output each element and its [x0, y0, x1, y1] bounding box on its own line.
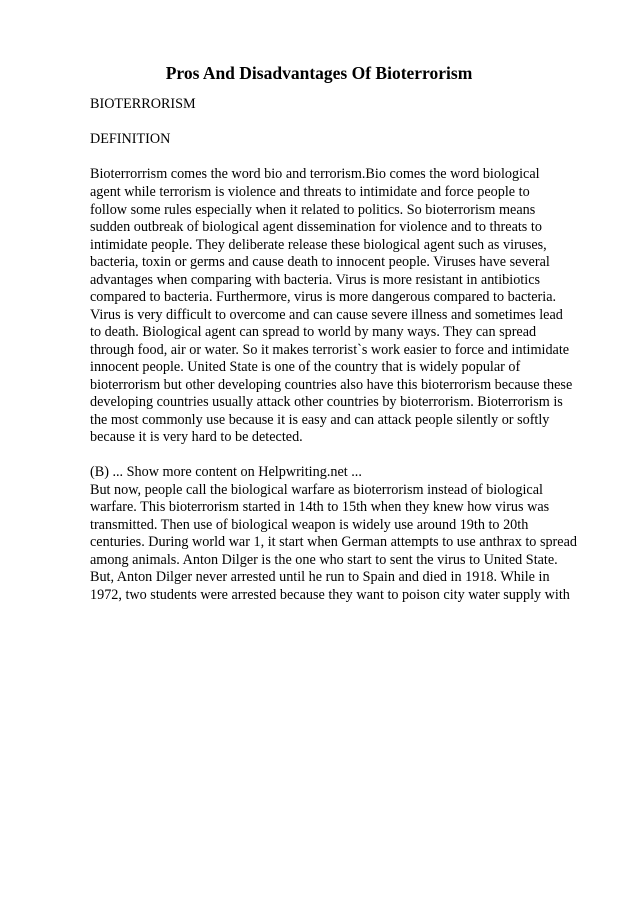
show-more-line: (B) ... Show more content on Helpwriting.net ...	[90, 464, 362, 480]
paragraph-line: because it is very hard to be detected.	[90, 429, 303, 445]
paragraph-line: Bioterrorrism comes the word bio and terrorism.Bio comes the word biological	[90, 166, 540, 182]
paragraph-line: bioterrorism but other developing countries also have this bioterrorism because these	[90, 377, 573, 393]
paragraph-line: transmitted. Then use of biological weapon is widely use around 19th to 20th	[90, 517, 529, 533]
paragraph-line: follow some rules especially when it related to politics. So bioterrorism means	[90, 202, 536, 218]
paragraph-line: through food, air or water. So it makes terrorist`s work easier to force and intimidate	[90, 342, 570, 358]
paragraph-line: centuries. During world war 1, it start when German attempts to use anthrax to spread	[90, 534, 577, 550]
paragraph-line: advantages when comparing with bacteria. Virus is more resistant in antibiotics	[90, 272, 541, 288]
paragraph-line: But now, people call the biological warfare as bioterrorism instead of biological	[90, 482, 543, 498]
section-heading: BIOTERRORISM	[90, 96, 196, 112]
document-title: Pros And Disadvantages Of Bioterrorism	[165, 63, 473, 83]
paragraph-line: compared to bacteria. Furthermore, virus is more dangerous compared to bacteria.	[90, 289, 557, 305]
paragraph-line: sudden outbreak of biological agent dissemination for violence and to threats to	[90, 219, 542, 235]
paragraph-line: to death. Biological agent can spread to world by many ways. They can spread	[90, 324, 537, 340]
paragraph-line: warfare. This bioterrorism started in 14th to 15th when they knew how virus was	[90, 499, 550, 515]
paragraph-line: intimidate people. They deliberate release these biological agent such as viruses,	[90, 237, 547, 253]
paragraph-line: developing countries usually attack other countries by bioterrorism. Bioterrorism is	[90, 394, 563, 410]
paragraph-line: agent while terrorism is violence and threats to intimidate and force people to	[90, 184, 530, 200]
paragraph-line: the most commonly use because it is easy and can attack people silently or softly	[90, 412, 550, 428]
paragraph-line: Virus is very difficult to overcome and can cause severe illness and sometimes lead	[90, 307, 563, 323]
paragraph-line: among animals. Anton Dilger is the one who start to sent the virus to United State.	[90, 552, 558, 568]
paragraph-line: 1972, two students were arrested because they want to poison city water supply with	[90, 587, 570, 603]
paragraph-line: bacteria, toxin or germs and cause death to innocent people. Viruses have several	[90, 254, 550, 270]
paragraph-line: innocent people. United State is one of the country that is widely popular of	[90, 359, 521, 375]
section-subheading: DEFINITION	[90, 131, 171, 147]
paragraph-line: But, Anton Dilger never arrested until he run to Spain and died in 1918. While in	[90, 569, 550, 585]
